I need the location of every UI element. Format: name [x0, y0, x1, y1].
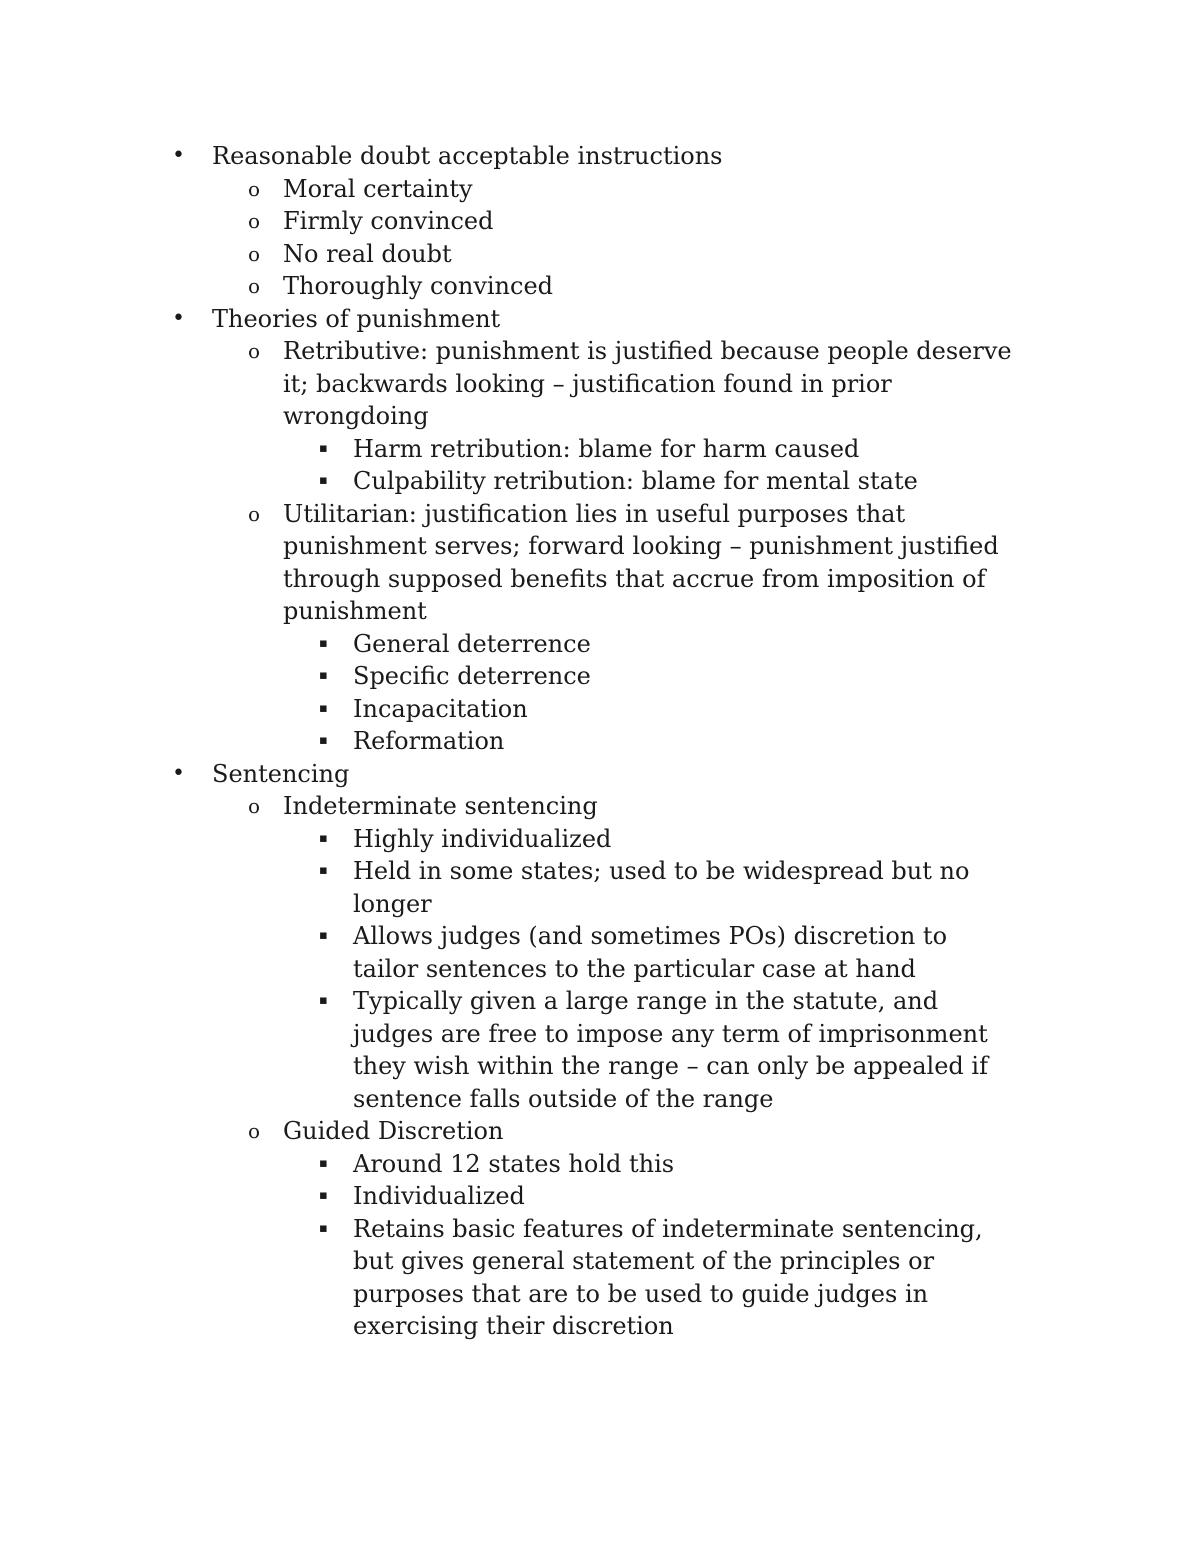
circle-bullet-icon: o — [248, 274, 261, 298]
text-line: it; backwards looking – justification found in prior — [283, 369, 892, 398]
square-bullet-icon: ▪ — [319, 1155, 328, 1171]
list-item — [0, 1115, 1200, 1148]
list-item-text: Reformation — [353, 727, 505, 755]
circle-bullet-icon: o — [248, 209, 261, 233]
list-item — [0, 335, 1200, 433]
text-line: tailor sentences to the particular case at hand — [353, 954, 916, 983]
text-line: Held in some states; used to be widespread but no — [353, 857, 970, 885]
text-line: through supposed benefits that accrue from imposition of — [283, 564, 986, 593]
list-item-text: Firmly convinced — [283, 207, 494, 235]
list-item — [0, 693, 1200, 726]
circle-bullet-icon: o — [248, 241, 261, 266]
list-item — [0, 920, 1200, 985]
square-bullet-icon: ▪ — [319, 830, 328, 846]
list-item — [0, 140, 1200, 173]
list-item-text — [353, 855, 1043, 920]
text-line: purposes that are to be used to guide judges in — [353, 1279, 929, 1308]
list-item-text — [353, 985, 1043, 1115]
list-item-text: Specific deterrence — [353, 662, 591, 690]
list-item — [0, 205, 1200, 238]
square-bullet-icon: ▪ — [319, 635, 328, 651]
text-line: they wish within the range – can only be appealed if — [353, 1052, 988, 1080]
square-bullet-icon: ▪ — [319, 1220, 328, 1236]
bullet-icon: • — [172, 760, 185, 786]
list-item-text: Theories of punishment — [212, 304, 501, 333]
square-bullet-icon: ▪ — [319, 668, 328, 683]
list-item-text: Culpability retribution: blame for mental state — [353, 467, 918, 495]
list-item — [0, 628, 1200, 661]
list-item-text: General deterrence — [353, 629, 591, 658]
text-line: Utilitarian: justification lies in useful purposes that — [283, 499, 906, 528]
text-line: punishment serves; forward looking – punishment justified — [283, 532, 999, 560]
square-bullet-icon: ▪ — [319, 440, 328, 456]
list-item — [0, 1148, 1200, 1181]
list-item-text: Incapacitation — [353, 694, 528, 723]
list-item-text — [283, 335, 1083, 433]
text-line: sentence falls outside of the range — [353, 1084, 774, 1113]
square-bullet-icon: ▪ — [319, 700, 328, 716]
list-item-text: Individualized — [353, 1182, 525, 1210]
list-item-text: Thoroughly convinced — [283, 272, 554, 300]
text-line: Retains basic features of indeterminate sentencing, — [353, 1214, 983, 1243]
square-bullet-icon: ▪ — [319, 928, 328, 943]
list-item — [0, 433, 1200, 466]
list-item-text: Moral certainty — [283, 174, 473, 203]
square-bullet-icon: ▪ — [319, 993, 328, 1008]
bullet-icon: • — [172, 305, 185, 331]
list-item — [0, 173, 1200, 206]
list-item-text: Indeterminate sentencing — [283, 792, 598, 820]
list-item-text: Sentencing — [212, 759, 350, 788]
text-line: Retributive: punishment is justified because people deserve — [283, 337, 1012, 365]
list-item-text: Highly individualized — [353, 824, 612, 853]
list-item — [0, 303, 1200, 336]
list-item — [0, 498, 1200, 628]
list-item — [0, 238, 1200, 271]
text-line: exercising their discretion — [353, 1312, 674, 1340]
text-line: punishment — [283, 597, 427, 625]
list-item — [0, 725, 1200, 758]
text-line: wrongdoing — [283, 402, 429, 430]
list-item-text: Guided Discretion — [283, 1117, 504, 1145]
text-line: longer — [353, 889, 432, 918]
list-item — [0, 790, 1200, 823]
outline-list — [0, 140, 1200, 1343]
list-item — [0, 985, 1200, 1115]
square-bullet-icon: ▪ — [319, 473, 328, 488]
text-line: Allows judges (and sometimes POs) discretion to — [353, 922, 948, 950]
list-item-text — [353, 1213, 1043, 1343]
list-item — [0, 1180, 1200, 1213]
bullet-icon: • — [172, 143, 185, 168]
text-line: but gives general statement of the principles or — [353, 1247, 935, 1275]
list-item — [0, 823, 1200, 856]
square-bullet-icon: ▪ — [319, 863, 328, 878]
list-item-text: Reasonable doubt acceptable instructions — [212, 142, 723, 170]
circle-bullet-icon: o — [248, 794, 261, 818]
list-item — [0, 758, 1200, 791]
circle-bullet-icon: o — [248, 176, 261, 201]
list-item — [0, 855, 1200, 920]
list-item-text: No real doubt — [283, 239, 452, 268]
list-item — [0, 270, 1200, 303]
list-item-text — [353, 920, 1043, 985]
circle-bullet-icon: o — [248, 339, 261, 363]
square-bullet-icon: ▪ — [319, 1188, 328, 1203]
list-item-text: Harm retribution: blame for harm caused — [353, 434, 860, 463]
list-item-text — [283, 498, 1083, 628]
text-line: Typically given a large range in the statute, and — [353, 987, 939, 1015]
list-item — [0, 660, 1200, 693]
list-item — [0, 1213, 1200, 1343]
list-item-text: Around 12 states hold this — [353, 1149, 675, 1178]
text-line: judges are free to impose any term of imprisonment — [353, 1019, 988, 1048]
circle-bullet-icon: o — [248, 1119, 261, 1143]
list-item — [0, 465, 1200, 498]
square-bullet-icon: ▪ — [319, 733, 328, 748]
circle-bullet-icon: o — [248, 501, 261, 526]
